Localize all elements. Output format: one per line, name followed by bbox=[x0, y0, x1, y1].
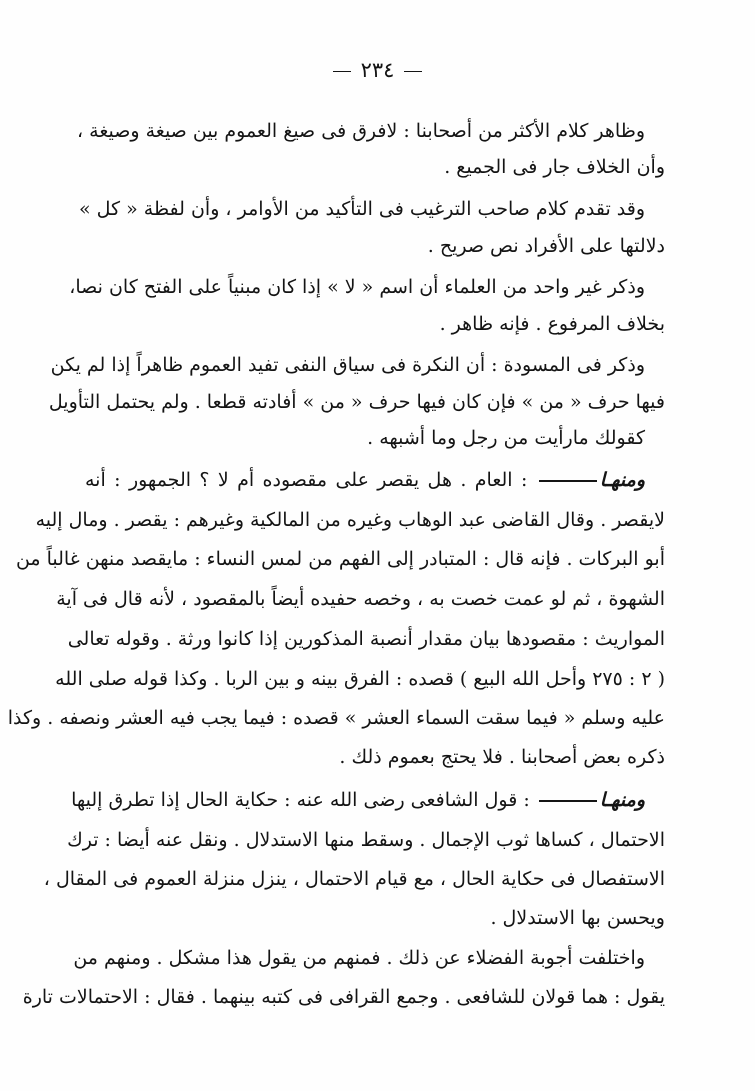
paragraph-5-line-1 bbox=[85, 465, 645, 495]
paragraph-5-line-5: المواريث : مقصودها بيان مقدار أنصبة المذكورين إذا كانوا ورثة . وقوله تعالى bbox=[67, 628, 665, 650]
page-number-dash-right bbox=[404, 71, 422, 73]
paragraph-6-line-4: ويحسن بها الاستدلال . bbox=[490, 907, 665, 929]
paragraph-4-line-1: وذكر فى المسودة : أن النكرة فى سياق النفى تفيد العموم ظاهراً إذا لم يكن bbox=[50, 354, 645, 376]
paragraph-5-line-4: الشهوة ، ثم لو عمت خصت به ، وخصه حفيده أيضاً بالمقصود ، لأنه قال فى آية bbox=[56, 588, 665, 610]
paragraph-4-line-3: كقولك مارأيت من رجل وما أشبهه . bbox=[367, 427, 645, 449]
page-number-dash-left bbox=[333, 71, 351, 73]
paragraph-6-line-1-text: : قول الشافعى رضى الله عنه : حكاية الحال إذا تطرق إليها bbox=[71, 789, 530, 811]
paragraph-6-line-3: الاستفصال فى حكاية الحال ، مع قيام الاحتمال ، ينزل منزلة العموم فى المقال ، bbox=[43, 868, 665, 890]
paragraph-7-line-2: يقول : هما قولان للشافعى . وجمع القرافى فى كتبه بينهما . فقال : الاحتمالات تارة bbox=[22, 986, 665, 1008]
topic-word-2: ومنهـا bbox=[599, 789, 645, 811]
paragraph-4-line-2: فيها حرف « من » فإن كان فيها حرف « من » أفادته قطعا . ولم يحتمل التأويل bbox=[48, 391, 665, 413]
page-number-text: ٢٣٤ bbox=[360, 58, 395, 82]
paragraph-2-line-1: وقد تقدم كلام صاحب الترغيب فى التأكيد من الأوامر ، وأن لفظة « كل » bbox=[78, 198, 645, 220]
paragraph-3-line-2: بخلاف المرفوع . فإنه ظاهر . bbox=[439, 313, 665, 335]
paragraph-1-line-1: وظاهر كلام الأكثر من أصحابنا : لافرق فى صيغ العموم بين صيغة وصيغة ، bbox=[76, 120, 645, 142]
paragraph-6-line-2: الاحتمال ، كساها ثوب الإجمال . وسقط منها الاستدلال . ونقل عنه أيضا : ترك bbox=[67, 829, 665, 851]
paragraph-5-line-7: عليه وسلم « فيما سقت السماء العشر » قصده : فيما يجب فيه العشر ونصفه . وكذا bbox=[7, 707, 665, 729]
topic-tatweel-1 bbox=[539, 480, 597, 482]
paragraph-1-line-2: وأن الخلاف جار فى الجميع . bbox=[444, 156, 665, 178]
page-number bbox=[0, 58, 755, 82]
paragraph-5-line-8: ذكره بعض أصحابنا . فلا يحتج بعموم ذلك . bbox=[339, 746, 665, 768]
topic-word-1: ومنهـا bbox=[599, 469, 645, 491]
paragraph-5-line-6: ( ٢ : ٢٧٥ وأحل الله البيع ) قصده : الفرق بينه و بين الربا . وكذا قوله صلى الله bbox=[55, 668, 665, 690]
paragraph-7-line-1: واختلفت أجوبة الفضلاء عن ذلك . فمنهم من يقول هذا مشكل . ومنهم من bbox=[73, 947, 645, 969]
paragraph-5-line-1-text: : العام . هل يقصر على مقصوده أم لا ؟ الجمهور : أنه bbox=[85, 469, 528, 491]
paragraph-5-line-2: لايقصر . وقال القاضى عبد الوهاب وغيره من المالكية وغيرهم : يقصر . ومال إليه bbox=[35, 509, 665, 531]
topic-tatweel-2 bbox=[539, 800, 597, 802]
paragraph-2-line-2: دلالتها على الأفراد نص صريح . bbox=[427, 235, 665, 257]
paragraph-6-line-1 bbox=[71, 785, 645, 815]
paragraph-5-line-3: أبو البركات . فإنه قال : المتبادر إلى الفهم من لمس النساء : مايقصد منهن غالباً من bbox=[15, 548, 665, 570]
paragraph-3-line-1: وذكر غير واحد من العلماء أن اسم « لا » إذا كان مبنياً على الفتح كان نصا، bbox=[69, 276, 645, 298]
